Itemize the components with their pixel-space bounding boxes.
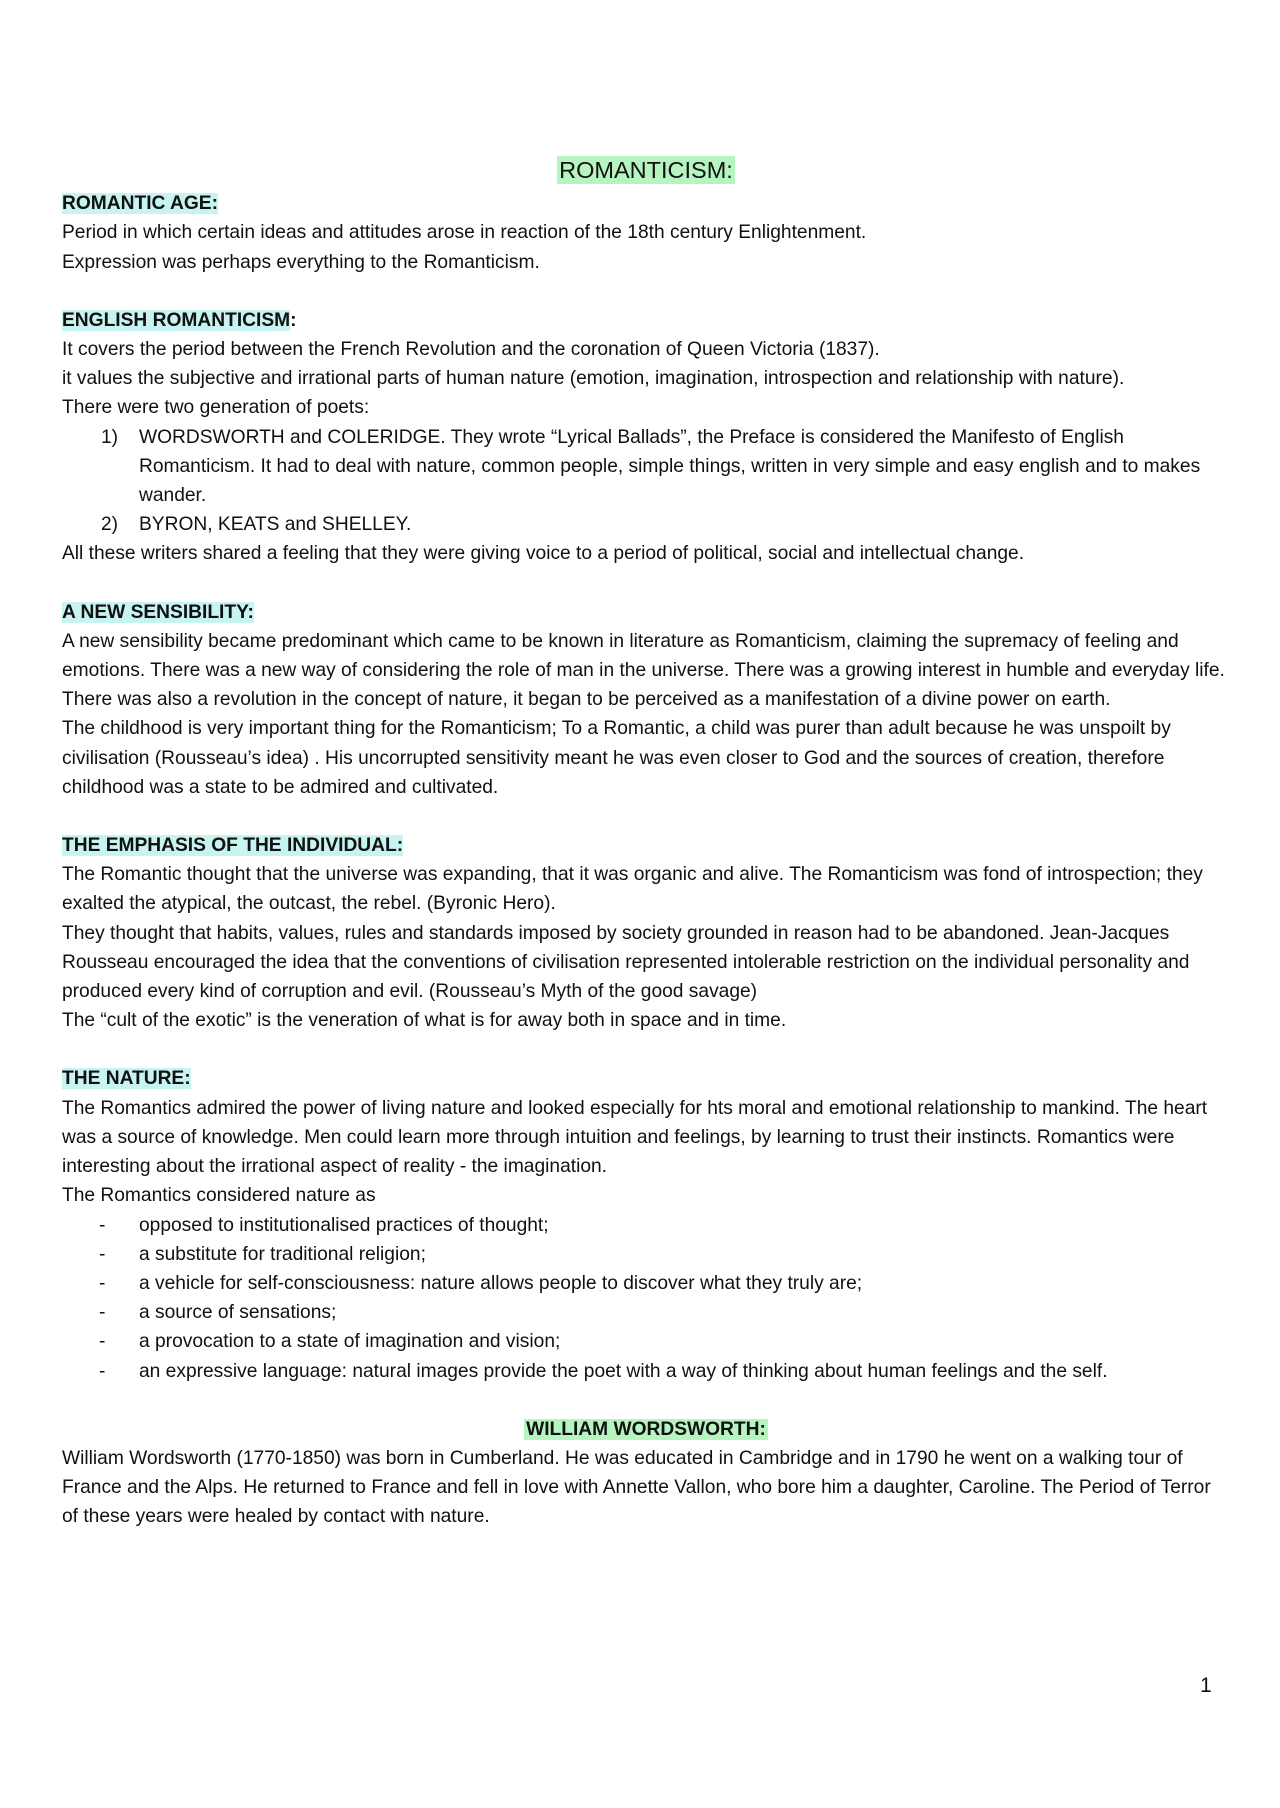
list-item [62, 423, 1230, 511]
list-item [62, 1357, 1230, 1386]
paragraph: The Romantics admired the power of living nature and looked especially for hts moral and emotional relationship to mankind. The heart was a source of knowledge. Men could learn more through intuition and feelings, by learning to trust their instincts. Romantics were interesting about the irrational aspect of reality - the imagination. [62, 1097, 1208, 1178]
heading-english-romanticism: ENGLISH ROMANTICISM [62, 309, 291, 331]
list-item [62, 510, 1230, 539]
paragraph: It covers the period between the French Revolution and the coronation of Queen Victoria (1837). [62, 339, 880, 361]
section-heading [62, 831, 1230, 860]
heading-colon: : [290, 309, 297, 331]
list-marker: - [99, 1331, 106, 1353]
paragraph: Period in which certain ideas and attitudes arose in reaction of the 18th century Enlightenment. [62, 222, 867, 244]
list-marker: 2) [101, 514, 119, 536]
page-title: ROMANTICISM: [559, 157, 733, 183]
section-nature [62, 1064, 1230, 1385]
section-heading [62, 1064, 1230, 1093]
list-marker: - [99, 1243, 106, 1265]
page-number: 1 [1200, 1674, 1212, 1697]
list-item [62, 1211, 1230, 1240]
paragraph: All these writers shared a feeling that they were giving voice to a period of political, social and intellectual change. [62, 543, 1025, 565]
list-marker: 1) [101, 426, 119, 448]
list-item [62, 1327, 1230, 1356]
heading-romantic-age: ROMANTIC AGE: [62, 193, 218, 215]
section-new-sensibility [62, 598, 1230, 802]
document-page [62, 156, 1230, 1532]
list-item-text: a source of sensations; [139, 1302, 337, 1324]
paragraph: it values the subjective and irrational parts of human nature (emotion, imagination, introspection and relationship with nature). [62, 368, 1125, 390]
section-heading [62, 598, 1230, 627]
paragraph: The childhood is very important thing for the Romanticism; To a Romantic, a child was purer than adult because he was unspoilt by civilisation (Rousseau’s idea) . His uncorrupted sensitivity meant he was even closer to God and the sources of creation, therefore childhood was a state to be admired and cultivated. [62, 718, 1171, 798]
list-item [62, 1269, 1230, 1298]
section-romantic-age [62, 189, 1230, 277]
paragraph: William Wordsworth (1770-1850) was born in Cumberland. He was educated in Cambridge and in 1790 he went on a walking tour of France and the Alps. He returned to France and fell in love with Annette Vallon, who bore him a daughter, Caroline. The Period of Terror of these years were healed by contact with nature. [62, 1447, 1211, 1528]
list-item [62, 1240, 1230, 1269]
heading-wordsworth: WILLIAM WORDSWORTH: [526, 1418, 766, 1440]
poets-list [62, 423, 1230, 540]
list-item-text: WORDSWORTH and COLERIDGE. They wrote “Lyrical Ballads”, the Preface is considered the Manifesto of English Romanticism. It had to deal with nature, common people, simple things, written in very simple and easy english and to makes wander. [139, 426, 1201, 507]
list-item-text: a substitute for traditional religion; [139, 1243, 426, 1265]
heading-nature: THE NATURE: [62, 1068, 191, 1090]
list-item-text: an expressive language: natural images provide the poet with a way of thinking about human feelings and the self. [139, 1360, 1108, 1382]
paragraph: They thought that habits, values, rules and standards imposed by society grounded in reason had to be abandoned. Jean-Jacques Rousseau encouraged the idea that the conventions of civilisation represented intolerable restriction on the individual personality and produced every kind of corruption and evil. (Rousseau’s Myth of the good savage) [62, 922, 1190, 1003]
title-row [62, 156, 1230, 187]
heading-new-sensibility: A NEW SENSIBILITY: [62, 601, 254, 623]
paragraph: A new sensibility became predominant which came to be known in literature as Romanticism, claiming the supremacy of feeling and emotions. There was a new way of considering the role of man in the universe. There was a growing interest in humble and everyday life. There was also a revolution in the concept of nature, it began to be perceived as a manifestation of a divine power on earth. [62, 630, 1225, 711]
section-english-romanticism [62, 306, 1230, 569]
list-item [62, 1298, 1230, 1327]
paragraph: The “cult of the exotic” is the veneration of what is for away both in space and in time. [62, 1010, 787, 1032]
section-heading [62, 306, 1230, 335]
list-item-text: a provocation to a state of imagination and vision; [139, 1331, 561, 1353]
wordsworth-heading-row [62, 1415, 1230, 1444]
list-marker: - [99, 1272, 106, 1294]
list-marker: - [99, 1214, 106, 1236]
list-marker: - [99, 1360, 106, 1382]
section-heading [62, 189, 1230, 218]
nature-list [62, 1211, 1230, 1386]
list-marker: - [99, 1302, 106, 1324]
list-item-text: opposed to institutionalised practices of thought; [139, 1214, 549, 1236]
paragraph: There were two generation of poets: [62, 397, 370, 419]
paragraph: The Romantic thought that the universe was expanding, that it was organic and alive. The Romanticism was fond of introspection; they exalted the atypical, the outcast, the rebel. (Byronic Hero). [62, 864, 1203, 915]
paragraph: The Romantics considered nature as [62, 1185, 376, 1207]
heading-individual: THE EMPHASIS OF THE INDIVIDUAL: [62, 835, 404, 857]
list-item-text: BYRON, KEATS and SHELLEY. [139, 514, 412, 536]
section-individual [62, 831, 1230, 1035]
paragraph: Expression was perhaps everything to the Romanticism. [62, 251, 540, 273]
list-item-text: a vehicle for self-consciousness: nature allows people to discover what they truly are; [139, 1272, 863, 1294]
